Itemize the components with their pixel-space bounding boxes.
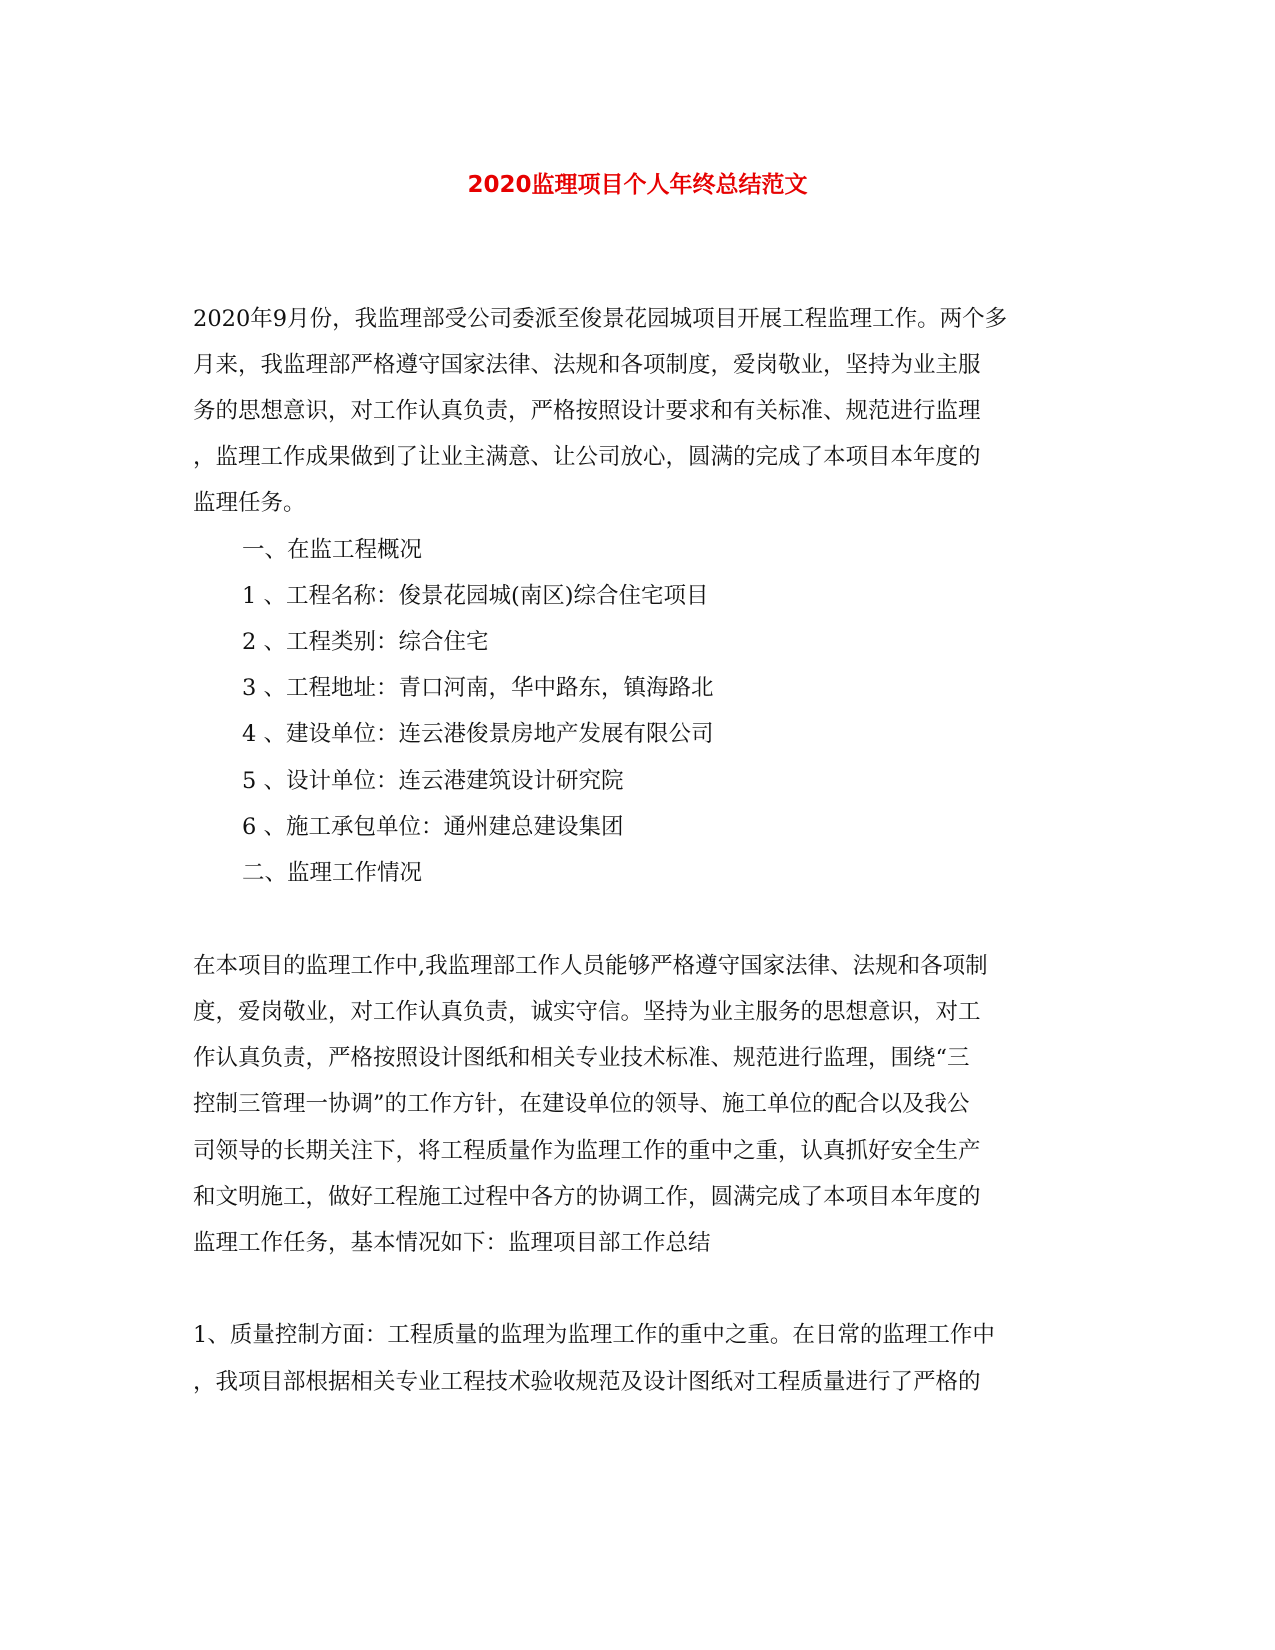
paragraph-line: 司领导的长期关注下，将工程质量作为监理工作的重中之重，认真抓好安全生产: [193, 1138, 981, 1164]
paragraph-line: 1、质量控制方面：工程质量的监理为监理工作的重中之重。在日常的监理工作中: [193, 1322, 995, 1348]
paragraph-line: 监理工作任务，基本情况如下：监理项目部工作总结: [193, 1230, 711, 1256]
paragraph-line: ，我项目部根据相关专业工程技术验收规范及设计图纸对工程质量进行了严格的: [193, 1369, 981, 1395]
list-item: 3 、工程地址：青口河南，华中路东，镇海路北: [242, 675, 714, 701]
paragraph-line: ，监理工作成果做到了让业主满意、让公司放心，圆满的完成了本项目本年度的: [193, 444, 981, 470]
document-title: 2020监理项目个人年终总结范文: [467, 172, 808, 198]
list-item: 4 、建设单位：连云港俊景房地产发展有限公司: [242, 721, 714, 747]
paragraph-line: 控制三管理一协调”的工作方针，在建设单位的领导、施工单位的配合以及我公: [193, 1091, 970, 1117]
list-item: 1 、工程名称：俊景花园城(南区)综合住宅项目: [242, 583, 709, 609]
section-heading: 二、监理工作情况: [242, 860, 423, 886]
paragraph-line: 务的思想意识，对工作认真负责，严格按照设计要求和有关标准、规范进行监理: [193, 398, 981, 424]
list-item: 2 、工程类别：综合住宅: [242, 629, 489, 655]
paragraph-line: 作认真负责，严格按照设计图纸和相关专业技术标准、规范进行监理，围绕“三: [193, 1045, 970, 1071]
list-item: 5 、设计单位：连云港建筑设计研究院: [242, 768, 624, 794]
paragraph-line: 2020年9月份，我监理部受公司委派至俊景花园城项目开展工程监理工作。两个多: [193, 306, 1008, 332]
paragraph-line: 月来，我监理部严格遵守国家法律、法规和各项制度，爱岗敬业，坚持为业主服: [193, 352, 981, 378]
paragraph-line: 和文明施工，做好工程施工过程中各方的协调工作，圆满完成了本项目本年度的: [193, 1184, 981, 1210]
paragraph-line: 监理任务。: [193, 490, 306, 516]
list-item: 6 、施工承包单位：通州建总建设集团: [242, 814, 624, 840]
paragraph-line: 在本项目的监理工作中,我监理部工作人员能够严格遵守国家法律、法规和各项制: [193, 953, 988, 979]
section-heading: 一、在监工程概况: [242, 537, 423, 563]
paragraph-line: 度，爱岗敬业，对工作认真负责，诚实守信。坚持为业主服务的思想意识，对工: [193, 999, 981, 1025]
